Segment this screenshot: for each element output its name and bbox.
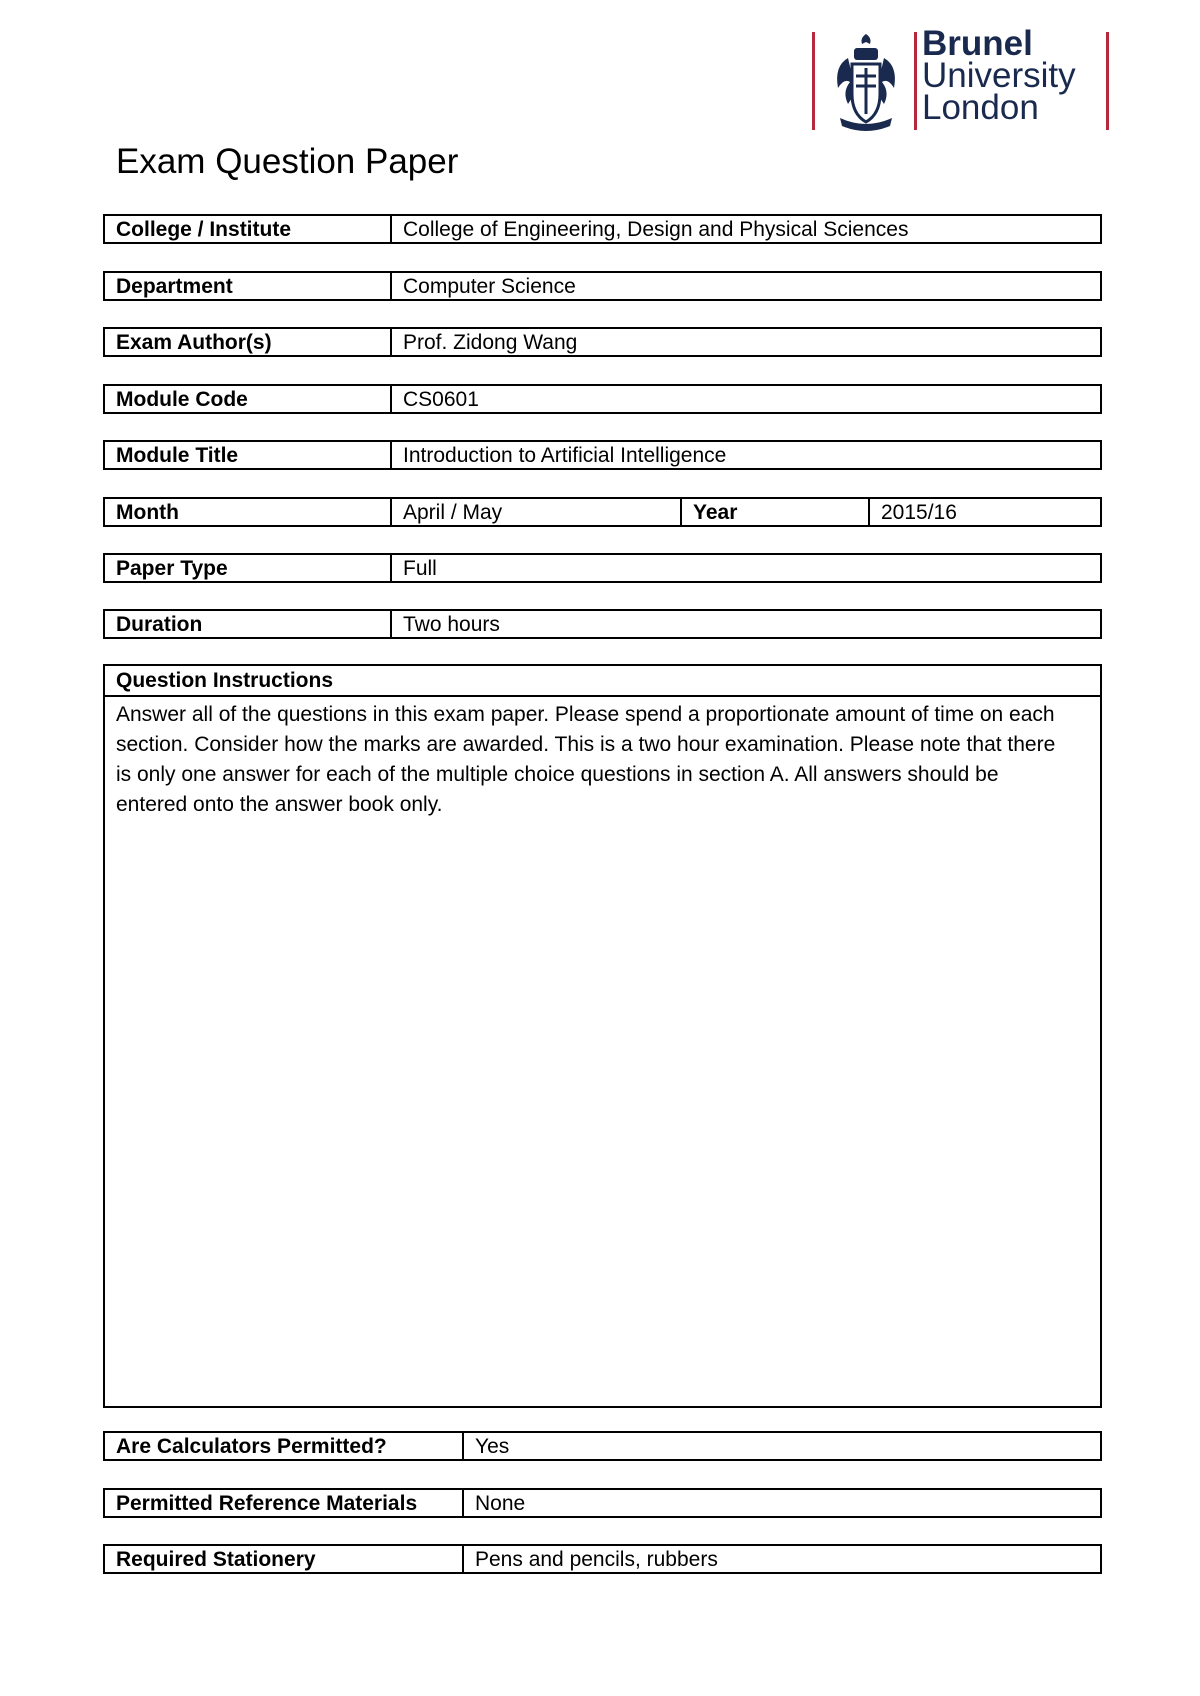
duration-value: Two hours xyxy=(390,611,1100,637)
stationery-row xyxy=(103,1544,1102,1574)
department-value: Computer Science xyxy=(390,273,1100,299)
logo-middle-bar xyxy=(914,32,917,130)
stationery-label: Required Stationery xyxy=(116,1548,316,1571)
reference-materials-value: None xyxy=(462,1490,1100,1516)
calculators-value: Yes xyxy=(462,1433,1100,1459)
paper-type-value: Full xyxy=(390,555,1100,581)
question-instructions-label: Question Instructions xyxy=(105,666,1100,697)
module-title-label: Module Title xyxy=(116,444,239,467)
calculators-label: Are Calculators Permitted? xyxy=(116,1435,387,1458)
college-row xyxy=(103,214,1102,244)
duration-row xyxy=(103,609,1102,639)
month-value: April / May xyxy=(390,499,680,525)
question-instructions-text: Answer all of the questions in this exam paper. Please spend a proportionate amount of time on each section. Consider how the marks are awarded. This is a two hour examination. Please note that there is only one answer for each of the multiple choice questions in section A. All answers should be entered onto the answer book only. xyxy=(116,703,1056,816)
college-label: College / Institute xyxy=(116,218,292,241)
month-label: Month xyxy=(116,501,179,524)
paper-type-label: Paper Type xyxy=(116,557,228,580)
reference-materials-row xyxy=(103,1488,1102,1518)
author-value: Prof. Zidong Wang xyxy=(390,329,1100,355)
stationery-value: Pens and pencils, rubbers xyxy=(462,1546,1100,1572)
month-year-row xyxy=(103,497,1102,527)
module-code-value: CS0601 xyxy=(390,386,1100,412)
logo-line-1: Brunel xyxy=(922,24,1033,63)
department-row xyxy=(103,271,1102,301)
module-code-label: Module Code xyxy=(116,388,248,411)
duration-label: Duration xyxy=(116,613,203,636)
page-title: Exam Question Paper xyxy=(116,142,459,181)
year-label: Year xyxy=(680,499,868,525)
module-title-row xyxy=(103,440,1102,470)
calculators-row xyxy=(103,1431,1102,1461)
logo-right-bar xyxy=(1106,32,1109,130)
college-value: College of Engineering, Design and Physical Sciences xyxy=(390,216,1100,242)
reference-materials-label: Permitted Reference Materials xyxy=(116,1492,418,1515)
author-row xyxy=(103,327,1102,357)
logo-left-bar xyxy=(812,32,815,130)
logo-line-2: University xyxy=(922,56,1076,95)
author-label: Exam Author(s) xyxy=(116,331,272,354)
paper-type-row xyxy=(103,553,1102,583)
question-instructions-box xyxy=(103,664,1102,1408)
department-label: Department xyxy=(116,275,233,298)
year-value: 2015/16 xyxy=(868,499,1100,525)
module-title-value: Introduction to Artificial Intelligence xyxy=(390,442,1100,468)
crest-icon xyxy=(826,28,906,134)
logo-wordmark xyxy=(922,24,1076,127)
university-logo xyxy=(812,24,1110,136)
logo-line-3: London xyxy=(922,88,1039,127)
module-code-row xyxy=(103,384,1102,414)
